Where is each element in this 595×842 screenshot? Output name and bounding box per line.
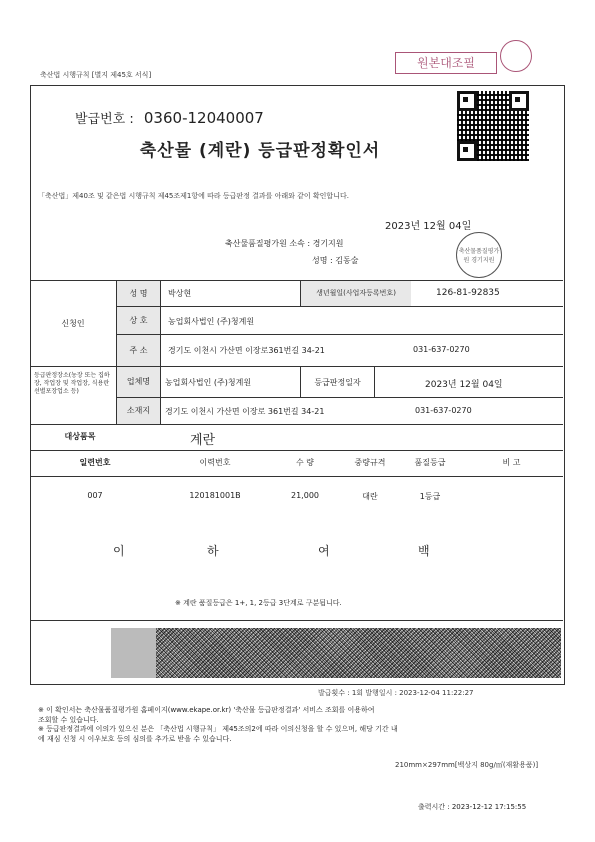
output-time: 출력시간 : 2023-12-12 17:15:55 — [418, 803, 527, 811]
document-title: 축산물 (계란) 등급판정확인서 — [139, 141, 381, 161]
footer-note-2: 조회할 수 있습니다. — [38, 715, 99, 724]
header-serial: 일련번호 — [79, 458, 111, 467]
security-pattern — [111, 628, 561, 678]
applicant-name-label: 성 명 — [117, 281, 160, 306]
header-remarks: 비 고 — [502, 458, 521, 467]
blank-mark-1: 이 — [113, 544, 125, 558]
form-reference: 축산법 시행규칙 [별지 제45호 서식] — [40, 71, 152, 79]
qr-code-icon — [457, 91, 529, 161]
issue-number — [75, 108, 264, 127]
header-weight: 중량규격 — [354, 458, 386, 467]
print-info: 발급횟수 : 1회 발행일시 : 2023-12-04 11:22:27 — [318, 689, 474, 697]
issue-date: 2023년 12월 04일 — [385, 221, 472, 232]
address-label: 주 소 — [117, 335, 160, 366]
applicant-name: 박상현 — [168, 289, 192, 298]
location-label: 소재지 — [117, 398, 160, 424]
footer-notes — [38, 706, 558, 744]
trace-cell: 120181001B — [189, 491, 241, 500]
grading-date: 2023년 12월 04일 — [425, 380, 503, 390]
paper-spec: 210mm×297mm[백상지 80g/㎡(재활용품)] — [395, 761, 539, 769]
weight-cell: 대란 — [362, 492, 378, 501]
header-trace: 이력번호 — [199, 458, 231, 467]
facility-location: 경기도 이천시 가산면 이장로 361번길 34-21 — [165, 407, 325, 416]
applicant-section-label: 신청인 — [61, 319, 85, 328]
header-grade: 품질등급 — [414, 458, 446, 467]
footer-note-3: ※ 등급판정결과에 이의가 있으신 분은 「축산법 시행규칙」 제45조의2에 따라 이의신청을 할 수 있으며, 해당 기간 내 — [38, 725, 398, 733]
issuer-name-row — [312, 255, 358, 266]
official-seal: 축산물품질평가원 경기지원 — [456, 232, 502, 278]
blank-mark-2: 하 — [207, 544, 219, 558]
grade-note: ※ 계란 품질등급은 1+, 1, 2등급 3단계로 구분됩니다. — [175, 599, 342, 607]
applicant-address: 경기도 이천시 가산면 이장로361번길 34-21 — [168, 346, 325, 355]
birth-label: 생년월일(사업자등록번호) — [301, 281, 411, 306]
item-value: 계란 — [190, 433, 216, 448]
security-block — [111, 628, 156, 678]
qty-cell: 21,000 — [291, 491, 319, 500]
intro-text: 「축산법」제40조 및 같은법 시행규칙 제45조제1항에 따라 등급판정 결과를 아래와 같이 확인합니다. — [38, 192, 349, 200]
issue-number-label: 발급번호 : — [75, 112, 134, 127]
footer-note-4: 에 재심 신청 시 이우보호 등의 심의를 추가로 받을 수 있습니다. — [38, 734, 232, 743]
company-label: 상 호 — [117, 307, 160, 334]
facility-name-label: 업체명 — [117, 367, 160, 397]
red-seal-icon — [500, 40, 532, 72]
blank-mark-3: 여 — [318, 544, 330, 558]
blank-mark-4: 백 — [418, 544, 430, 558]
item-label: 대상품목 — [64, 432, 96, 441]
grading-date-label: 등급판정일자 — [314, 378, 361, 387]
original-copy-stamp: 원본대조필 — [395, 52, 497, 74]
header-qty: 수 량 — [296, 458, 314, 467]
facility-name: 농업회사법인 (주)청계원 — [165, 378, 252, 387]
registration-number: 126-81-92835 — [436, 288, 500, 298]
issuer-office: 축산물품질평가원 소속 : 경기지원 — [225, 239, 344, 248]
issuer-name: 김동술 — [335, 256, 359, 265]
footer-note-1: ※ 이 확인서는 축산물품질평가원 홈페이지(www.ekape.or.kr) '축산물 등급판정결과' 서비스 조회를 이용하여 — [38, 706, 375, 714]
facility-section-label: 등급판정장소(농장 또는 집하장, 작업장 및 작업장, 식용란선별포장업소 등) — [34, 372, 110, 395]
issuer-name-label: 성명 : — [312, 256, 333, 265]
grade-cell: 1등급 — [419, 492, 441, 501]
applicant-phone: 031-637-0270 — [413, 345, 470, 354]
company-name: 농업회사법인 (주)청계원 — [168, 317, 255, 326]
issue-number-value: 0360-12040007 — [143, 109, 264, 127]
serial-cell: 007 — [87, 491, 103, 500]
facility-phone: 031-637-0270 — [415, 406, 472, 415]
